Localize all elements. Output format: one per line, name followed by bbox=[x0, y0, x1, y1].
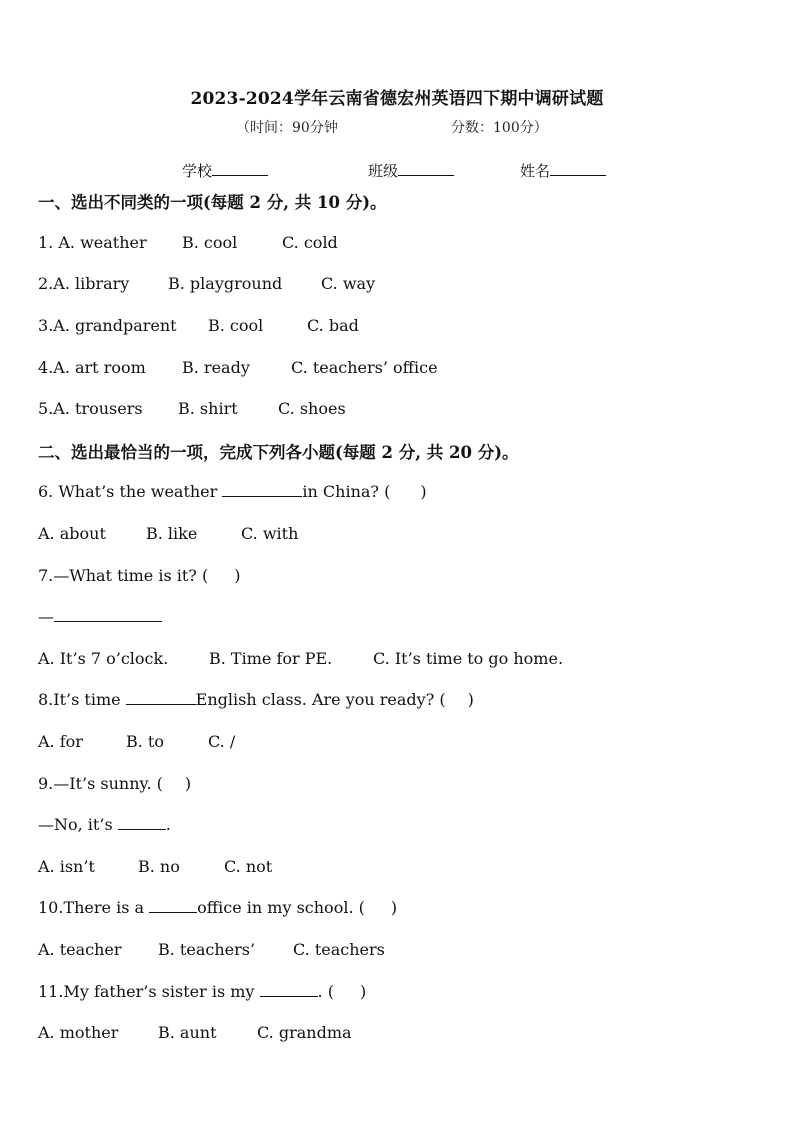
question-6 bbox=[38, 482, 427, 501]
page-title: 2023-2024学年云南省德宏州英语四下期中调研试题 bbox=[190, 89, 604, 109]
option-b: B. playground bbox=[168, 274, 283, 293]
paren-close: ) bbox=[184, 774, 192, 793]
question-text: —No, it’s bbox=[38, 815, 118, 834]
paren-close: ) bbox=[234, 566, 241, 585]
name-label: 姓名 bbox=[520, 162, 551, 180]
option-a: A. isn’t bbox=[38, 857, 95, 876]
question-number: 4. bbox=[38, 358, 54, 377]
paren-close: ) bbox=[359, 982, 367, 1001]
option-a: A. weather bbox=[58, 233, 147, 252]
question-text: office in my school. ( bbox=[197, 898, 365, 917]
option-c: C. not bbox=[224, 857, 273, 876]
question-3 bbox=[38, 316, 177, 335]
option-a: A. teacher bbox=[38, 940, 122, 959]
question-9-response bbox=[38, 815, 171, 834]
question-text: English class. Are you ready? ( bbox=[195, 690, 446, 709]
school-blank[interactable] bbox=[212, 159, 268, 176]
question-9 bbox=[38, 774, 191, 793]
class-field bbox=[368, 159, 454, 181]
question-text: 9.—It’s sunny. ( bbox=[38, 774, 163, 793]
option-c: C. grandma bbox=[257, 1023, 352, 1042]
class-label: 班级 bbox=[368, 162, 399, 180]
question-text: 8.It’s time bbox=[38, 690, 126, 709]
question-text: . bbox=[165, 815, 171, 834]
name-field bbox=[520, 159, 606, 181]
question-number: 1. bbox=[38, 233, 59, 252]
school-label: 学校 bbox=[182, 162, 213, 180]
answer-blank[interactable] bbox=[54, 607, 162, 622]
option-b: B. shirt bbox=[178, 399, 238, 418]
answer-blank[interactable] bbox=[149, 898, 197, 913]
question-10 bbox=[38, 898, 397, 917]
option-b: B. to bbox=[126, 732, 164, 751]
option-b: B. ready bbox=[182, 358, 250, 377]
question-text: . ( bbox=[317, 982, 334, 1001]
option-c: C. cold bbox=[282, 233, 338, 252]
question-4 bbox=[38, 358, 146, 377]
question-8 bbox=[38, 690, 474, 709]
answer-blank[interactable] bbox=[222, 482, 302, 497]
section1-heading: 一、选出不同类的一项(每题 2 分, 共 10 分)。 bbox=[38, 193, 387, 212]
name-blank[interactable] bbox=[550, 159, 606, 176]
question-text: 10.There is a bbox=[38, 898, 150, 917]
question-text: 11.My father’s sister is my bbox=[38, 982, 260, 1001]
option-b: B. cool bbox=[208, 316, 264, 335]
option-a: A. library bbox=[53, 274, 130, 293]
exam-time: （时间：90分钟 bbox=[236, 120, 338, 136]
option-a: A. It’s 7 o’clock. bbox=[38, 649, 169, 668]
option-c: C. / bbox=[208, 732, 236, 751]
option-a: A. about bbox=[38, 524, 106, 543]
option-a: A. art room bbox=[53, 358, 146, 377]
dash: — bbox=[38, 607, 54, 626]
option-a: A. mother bbox=[38, 1023, 119, 1042]
question-11 bbox=[38, 982, 366, 1001]
answer-blank[interactable] bbox=[118, 815, 166, 830]
option-b: B. no bbox=[138, 857, 180, 876]
question-7-response bbox=[38, 607, 162, 626]
option-b: B. cool bbox=[182, 233, 238, 252]
question-text: in China? ( bbox=[302, 482, 391, 501]
answer-blank[interactable] bbox=[126, 690, 196, 705]
option-b: B. Time for PE. bbox=[209, 649, 333, 668]
option-a: A. grandparent bbox=[53, 316, 177, 335]
option-a: A. trousers bbox=[53, 399, 143, 418]
question-5 bbox=[38, 399, 143, 418]
option-c: C. bad bbox=[307, 316, 359, 335]
exam-score: 分数：100分） bbox=[451, 120, 548, 136]
option-c: C. teachers bbox=[293, 940, 385, 959]
paren-close: ) bbox=[467, 690, 474, 709]
option-c: C. It’s time to go home. bbox=[373, 649, 564, 668]
question-number: 3. bbox=[38, 316, 54, 335]
answer-blank[interactable] bbox=[260, 982, 318, 997]
option-c: C. teachers’ office bbox=[291, 358, 438, 377]
option-b: B. aunt bbox=[158, 1023, 217, 1042]
question-number: 5. bbox=[38, 399, 54, 418]
question-text: 7.—What time is it? ( bbox=[38, 566, 209, 585]
option-b: B. teachers’ bbox=[158, 940, 256, 959]
section2-heading: 二、选出最恰当的一项，完成下列各小题(每题 2 分, 共 20 分)。 bbox=[38, 443, 519, 462]
question-2 bbox=[38, 274, 129, 293]
option-c: C. shoes bbox=[278, 399, 346, 418]
option-c: C. with bbox=[241, 524, 299, 543]
paren-close: ) bbox=[420, 482, 427, 501]
option-a: A. for bbox=[38, 732, 83, 751]
option-b: B. like bbox=[146, 524, 198, 543]
class-blank[interactable] bbox=[398, 159, 454, 176]
option-c: C. way bbox=[321, 274, 376, 293]
question-7 bbox=[38, 566, 240, 585]
question-number: 2. bbox=[38, 274, 54, 293]
question-text: 6. What’s the weather bbox=[38, 482, 223, 501]
school-field bbox=[182, 159, 268, 181]
paren-close: ) bbox=[390, 898, 398, 917]
question-1 bbox=[38, 233, 147, 252]
